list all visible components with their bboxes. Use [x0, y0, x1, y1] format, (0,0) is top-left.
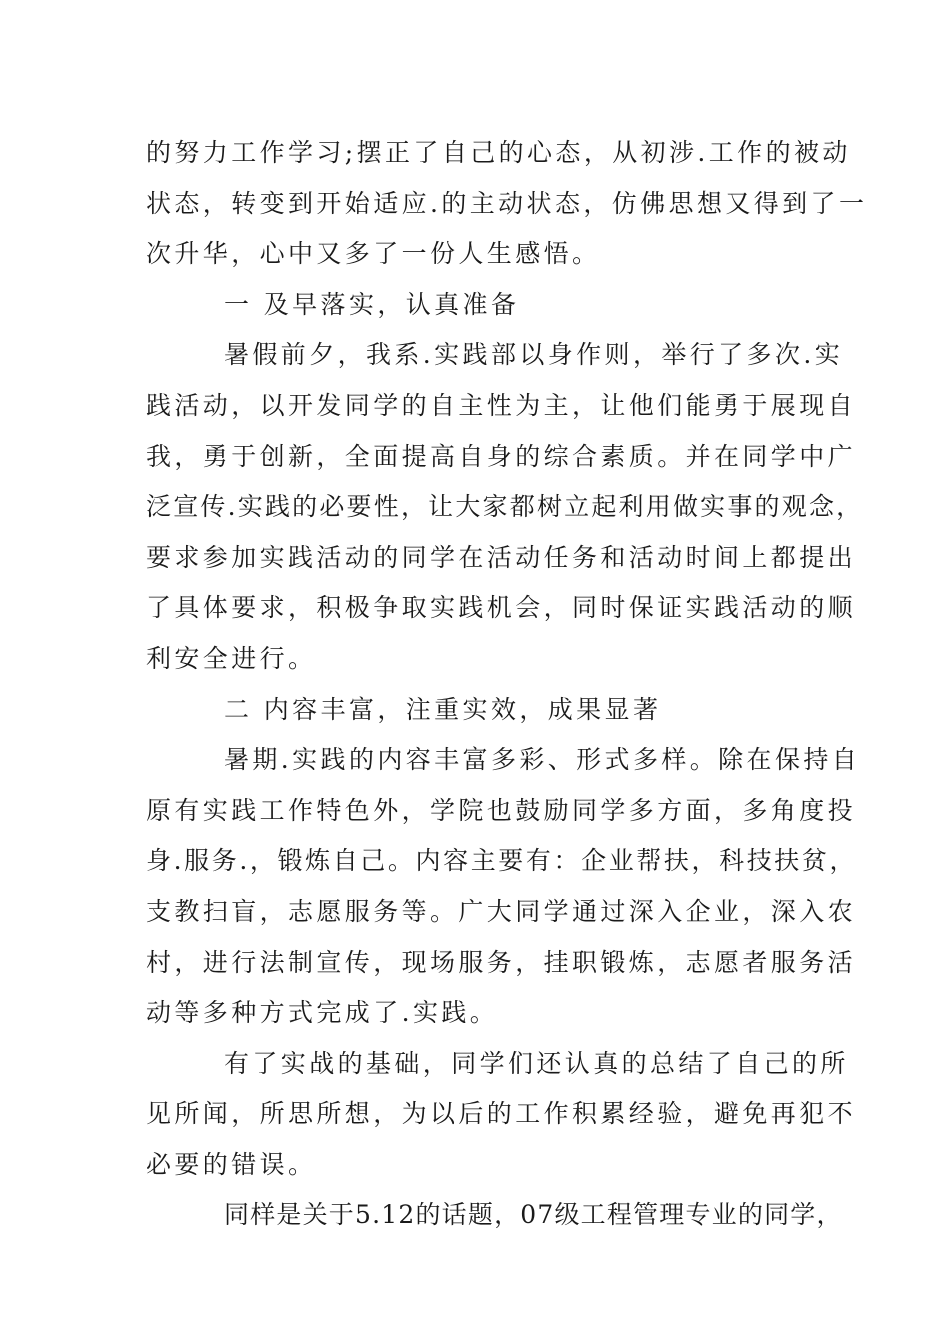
paragraph-line: 泛宣传.实践的必要性，让大家都树立起利用做实事的观念，	[146, 492, 864, 522]
paragraph-line: 见所闻，所思所想，为以后的工作积累经验，避免再犯不	[146, 1099, 857, 1129]
paragraph-line: 要求参加实践活动的同学在活动任务和活动时间上都提出	[146, 542, 857, 572]
paragraph-line: 必要的错误。	[146, 1149, 317, 1179]
paragraph-line: 原有实践工作特色外，学院也鼓励同学多方面，多角度投	[146, 795, 857, 825]
section-heading-1: 一 及早落实，认真准备	[224, 289, 520, 319]
paragraph-line: 状态，转变到开始适应.的主动状态，仿佛思想又得到了一	[146, 188, 868, 218]
paragraph-line: 动等多种方式完成了.实践。	[146, 998, 499, 1028]
paragraph-line: 暑假前夕，我系.实践部以身作则，举行了多次.实	[224, 340, 844, 370]
paragraph-line: 的努力工作学习;摆正了自己的心态，从初涉.工作的被动	[146, 138, 851, 167]
paragraph-line: 暑期.实践的内容丰富多彩、形式多样。除在保持自	[224, 745, 861, 775]
paragraph-line: 践活动，以开发同学的自主性为主，让他们能勇于展现自	[146, 390, 857, 420]
paragraph-line: 我，勇于创新，全面提高自身的综合素质。并在同学中广	[146, 441, 857, 471]
paragraph-line: 次升华，心中又多了一份人生感悟。	[146, 239, 601, 269]
paragraph-line: 利安全进行。	[146, 643, 317, 673]
document-body	[146, 128, 868, 1241]
section-heading-2: 二 内容丰富，注重实效，成果显著	[224, 694, 662, 724]
paragraph-line: 同样是关于5.12的话题，07级工程管理专业的同学，	[224, 1200, 843, 1230]
paragraph-line: 有了实战的基础，同学们还认真的总结了自己的所	[224, 1048, 849, 1078]
paragraph-line: 身.服务.，锻炼自己。内容主要有：企业帮扶，科技扶贫，	[146, 846, 858, 876]
paragraph-line: 支教扫盲，志愿服务等。广大同学通过深入企业，深入农	[146, 896, 857, 926]
paragraph-line: 了具体要求，积极争取实践机会，同时保证实践活动的顺	[146, 593, 857, 623]
paragraph-line: 村，进行法制宣传，现场服务，挂职锻炼，志愿者服务活	[146, 947, 857, 977]
